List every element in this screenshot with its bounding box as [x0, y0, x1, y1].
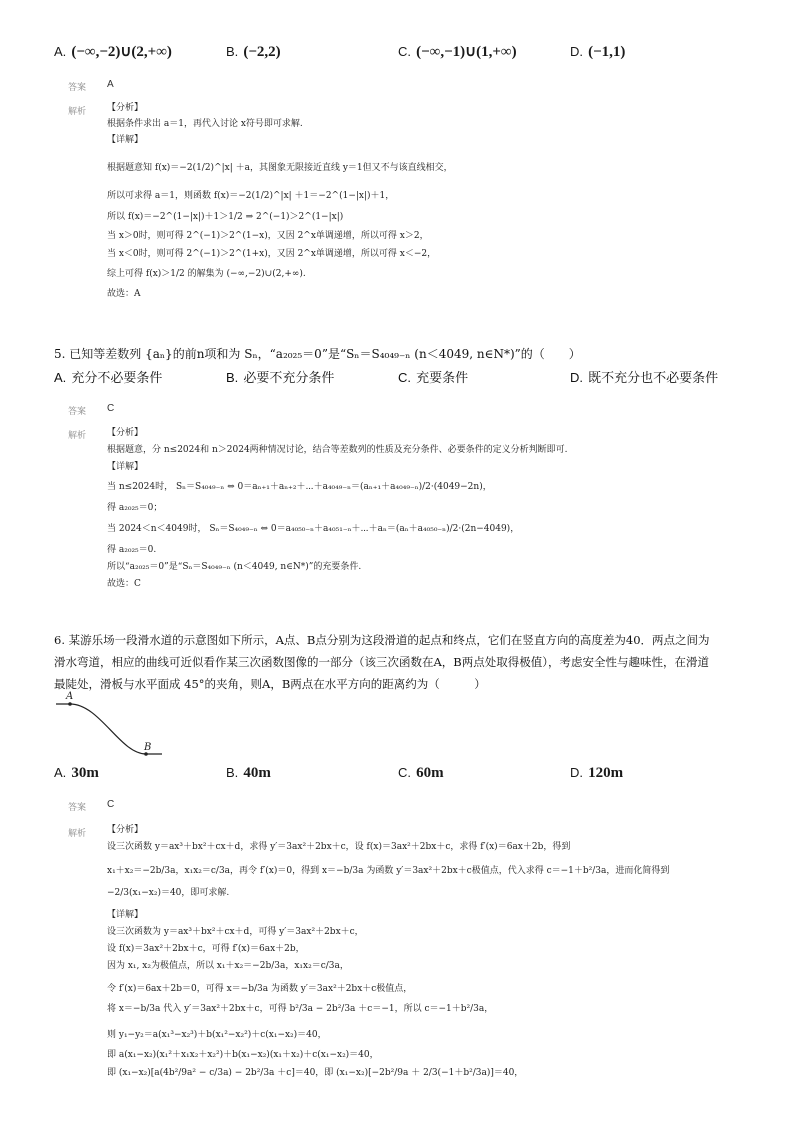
- q4-option-c[interactable]: [398, 41, 517, 61]
- q4-option-d[interactable]: [570, 41, 625, 61]
- analysis-line: −2/3(x₁−x₂)＝40，即可求解.: [107, 888, 230, 898]
- analysis-line: 即 a(x₁−x₂)(x₁²＋x₁x₂＋x₂²)＋b(x₁−x₂)(x₁＋x₂)＋c(x₁−x₂)＝40，: [107, 1050, 379, 1060]
- option-letter: A.: [54, 765, 67, 780]
- q6-option-d[interactable]: [570, 762, 623, 782]
- option-text: 60m: [416, 765, 444, 781]
- q5-answer: C: [107, 403, 115, 414]
- q5-option-b[interactable]: [226, 367, 334, 386]
- option-text: (−1,1): [588, 44, 626, 60]
- q5-stem: 5. 已知等差数列 {aₙ}的前n项和为 Sₙ，“a₂₀₂₅＝0”是“Sₙ＝S₄₀₄₉₋ₙ (n＜4049, n∈N*)”的（ ）: [54, 347, 581, 361]
- q5-option-c[interactable]: [398, 367, 468, 386]
- q5-analysis-tag: 解析: [68, 430, 87, 440]
- option-text: 充分不必要条件: [71, 370, 163, 385]
- q5-answer-tag: 答案: [68, 406, 87, 416]
- q5-option-d[interactable]: [570, 367, 718, 386]
- option-text: 充要条件: [416, 370, 469, 385]
- analysis-line: 所以“a₂₀₂₅＝0”是“Sₙ＝S₄₀₄₉₋ₙ (n＜4049, n∈N*)”的充要条件.: [107, 562, 362, 572]
- option-letter: B.: [226, 44, 239, 59]
- q6-stem-line: 最陡处，滑板与水平面成 45°的夹角，则A，B两点在水平方向的距离约为（ ）: [54, 677, 486, 691]
- option-text: 既不充分也不必要条件: [588, 370, 719, 385]
- option-text: 30m: [71, 765, 99, 781]
- analysis-line: 【分析】: [107, 825, 144, 835]
- analysis-line: 得 a₂₀₂₅＝0.: [107, 545, 157, 555]
- q6-stem-line: 6. 某游乐场一段滑水道的示意图如下所示，A点、B点分别为这段滑道的起点和终点，它们在竖直方向的高度差为40．两点之间为: [54, 633, 710, 647]
- analysis-line: 根据条件求出 a＝1，再代入讨论 x符号即可求解.: [107, 119, 303, 129]
- analysis-line: 【分析】: [107, 428, 144, 438]
- analysis-line: 当 n≤2024时， Sₙ＝S₄₀₄₉₋ₙ ⇔ 0＝aₙ₊₁＋aₙ₊₂＋⋯＋a₄₀₄₉₋ₙ＝(aₙ₊₁＋a₄₀₄₉₋ₙ)/2·(4049−2n)，: [107, 482, 492, 492]
- option-letter: D.: [570, 44, 583, 59]
- option-letter: C.: [398, 765, 411, 780]
- analysis-line: 当 2024＜n＜4049时， Sₙ＝S₄₀₄₉₋ₙ ⇔ 0＝a₄₀₅₀₋ₙ＋a₄₀₅₁₋ₙ＋⋯＋aₙ＝(aₙ＋a₄₀₅₀₋ₙ)/2·(2n−4049)，: [107, 524, 520, 534]
- q6-option-b[interactable]: [226, 762, 271, 782]
- option-letter: B.: [226, 765, 239, 780]
- analysis-line: 【详解】: [107, 462, 144, 472]
- analysis-line: 综上可得 f(x)＞1/2 的解集为 (−∞,−2)∪(2,+∞).: [107, 269, 306, 279]
- option-letter: A.: [54, 44, 67, 59]
- q6-analysis: [107, 824, 787, 1085]
- q4-answer: A: [107, 79, 114, 90]
- option-letter: C.: [398, 44, 411, 59]
- option-text: 必要不充分条件: [243, 370, 335, 385]
- q6-answer-tag: 答案: [68, 802, 87, 812]
- option-letter: D.: [570, 370, 583, 385]
- analysis-line: 根据题意，分 n≤2024和 n＞2024两种情况讨论，结合等差数列的性质及充分条件、必要条件的定义分析判断即可.: [107, 445, 568, 455]
- analysis-line: 设三次函数 y＝ax³＋bx²＋cx＋d，求得 y′＝3ax²＋2bx＋c，设 f(x)＝3ax²＋2bx＋c，求得 f′(x)＝6ax＋2b，得到: [107, 842, 571, 852]
- analysis-line: 设 f(x)＝3ax²＋2bx＋c，可得 f′(x)＝6ax＋2b，: [107, 944, 305, 954]
- analysis-line: 当 x＜0时，则可得 2^(−1)＞2^(1+x)，又因 2^x单调递增，所以可得 x＜−2，: [107, 249, 437, 259]
- analysis-line: 令 f′(x)＝6ax＋2b＝0，可得 x＝−b/3a 为函数 y′＝3ax²＋2bx＋c极值点，: [107, 984, 413, 994]
- analysis-line: 【详解】: [107, 135, 144, 145]
- option-text: 40m: [243, 765, 271, 781]
- analysis-line: 故选：C: [107, 579, 141, 589]
- label-a: A: [66, 691, 74, 702]
- analysis-line: 即 (x₁−x₂)[a(4b²/9a² − c/3a) − 2b²/3a ＋c]＝40，即 (x₁−x₂)[−2b²/9a ＋ 2/3(−1＋b²/3a)]＝40，: [107, 1068, 524, 1078]
- analysis-line: 【详解】: [107, 910, 144, 920]
- option-letter: C.: [398, 370, 411, 385]
- analysis-line: x₁＋x₂＝−2b/3a，x₁x₂＝c/3a，再令 f′(x)＝0，得到 x＝−b/3a 为函数 y′＝3ax²＋2bx＋c极值点，代入求得 c＝−1＋b²/3a，进而化简得到: [107, 866, 670, 876]
- q4-option-b[interactable]: [226, 41, 281, 61]
- analysis-line: 所以可求得 a＝1，则函数 f(x)＝−2(1/2)^|x| ＋1＝−2^(1−|x|)＋1，: [107, 191, 395, 201]
- q4-analysis-tag: 解析: [68, 106, 87, 116]
- q6-option-c[interactable]: [398, 762, 444, 782]
- analysis-line: 所以 f(x)＝−2^(1−|x|)＋1＞1/2 ⇒ 2^(−1)＞2^(1−|x|): [107, 212, 344, 222]
- option-text: 120m: [588, 765, 624, 781]
- q6-answer: C: [107, 799, 115, 810]
- analysis-line: 【分析】: [107, 103, 144, 113]
- q6-analysis-tag: 解析: [68, 828, 87, 838]
- slide-curve-figure: [50, 688, 170, 760]
- analysis-line: 因为 x₁, x₂为极值点，所以 x₁＋x₂＝−2b/3a，x₁x₂＝c/3a，: [107, 961, 349, 971]
- q5-option-a[interactable]: [54, 367, 162, 386]
- q5-analysis: [107, 427, 777, 594]
- q6-option-a[interactable]: [54, 762, 99, 782]
- analysis-line: 故选：A: [107, 289, 141, 299]
- option-text: (−∞,−1)∪(1,+∞): [416, 44, 517, 60]
- option-text: (−2,2): [243, 44, 281, 60]
- option-letter: B.: [226, 370, 239, 385]
- analysis-line: 当 x＞0时，则可得 2^(−1)＞2^(1−x)，又因 2^x单调递增，所以可得 x＞2，: [107, 231, 429, 241]
- q4-answer-tag: 答案: [68, 82, 87, 92]
- q4-option-a[interactable]: [54, 41, 172, 61]
- analysis-line: 得 a₂₀₂₅＝0；: [107, 503, 163, 513]
- q4-analysis: [107, 102, 767, 304]
- label-b: B: [144, 742, 152, 753]
- analysis-line: 根据题意知 f(x)＝−2(1/2)^|x| ＋a，其图象无限接近直线 y＝1但又不与该直线相交，: [107, 163, 453, 173]
- q6-stem-line: 滑水弯道，相应的曲线可近似看作某三次函数图像的一部分（该三次函数在A，B两点处取得极值），考虑安全性与趣味性，在滑道: [54, 655, 709, 669]
- option-text: (−∞,−2)∪(2,+∞): [71, 44, 172, 60]
- point-a: [68, 702, 72, 706]
- analysis-line: 将 x＝−b/3a 代入 y′＝3ax²＋2bx＋c，可得 b²/3a − 2b²/3a ＋c＝−1，所以 c＝−1＋b²/3a，: [107, 1004, 494, 1014]
- analysis-line: 则 y₁−y₂＝a(x₁³−x₂³)＋b(x₁²−x₂²)＋c(x₁−x₂)＝40，: [107, 1030, 327, 1040]
- analysis-line: 设三次函数为 y＝ax³＋bx²＋cx＋d，可得 y′＝3ax²＋2bx＋c，: [107, 927, 364, 937]
- option-letter: D.: [570, 765, 583, 780]
- option-letter: A.: [54, 370, 67, 385]
